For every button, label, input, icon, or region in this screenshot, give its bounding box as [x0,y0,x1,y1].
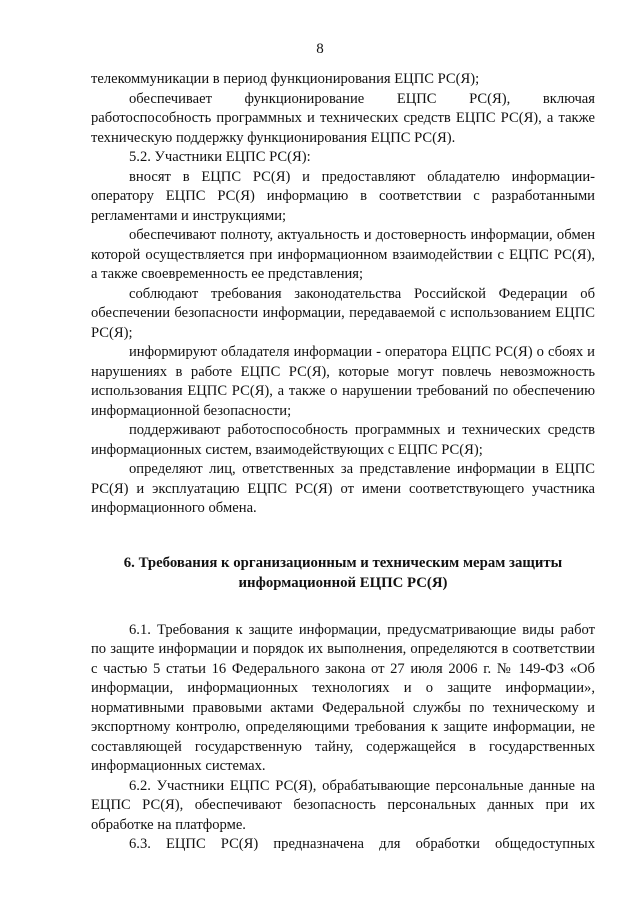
paragraph: определяют лиц, ответственных за представление информации в ЕЦПС РС(Я) и эксплуатацию ЕЦПС РС(Я) от имени соответствующего участника информационного обмена. [91,461,595,516]
paragraph: телекоммуникации в период функционирования ЕЦПС РС(Я); [91,71,480,87]
section-heading [91,553,595,593]
paragraph: 5.2. Участники ЕЦПС РС(Я): [129,149,311,165]
paragraphs-bottom [91,621,595,855]
paragraph: 6.1. Требования к защите информации, предусматривающие виды работ по защите информации и порядок их выполнения, определяются в соответствии с частью 5 статьи 16 Федерального закона от 27 июля 2006 г. № 149-ФЗ «Об информации, информационных технологиях и о защите информации», нормативными правовыми актами Федеральной службы по техническому и экспортному контролю, определяющими требования к защите информации, не составляющей государственную тайну, содержащейся в государственных информационных системах. [91,621,595,774]
paragraph: 6.3. ЕЦПС РС(Я) предназначена для обработки общедоступных [129,836,595,852]
paragraph: поддерживают работоспособность программных и технических средств информационных систем, взаимодействующих с ЕЦПС РС(Я); [91,422,595,458]
section-heading-line-1: 6. Требования к организационным и техническим мерам защиты [123,554,563,571]
paragraphs-top [91,70,595,519]
paragraph: обеспечивают полноту, актуальность и достоверность информации, обмен которой осуществляется при информационном взаимодействии с ЕЦПС РС(Я), а также своевременность ее представления; [91,227,595,282]
paragraph: соблюдают требования законодательства Российской Федерации об обеспечении безопасности информации, передаваемой с использованием ЕЦПС РС(Я); [91,285,595,341]
page-number: 8 [316,41,324,57]
paragraph: обеспечивает функционирование ЕЦПС РС(Я), включая работоспособность программных и технических средств ЕЦПС РС(Я), а также техническую поддержку функционирования ЕЦПС РС(Я). [91,90,595,146]
paragraph: информируют обладателя информации - оператора ЕЦПС РС(Я) о сбоях и нарушениях в работе ЕЦПС РС(Я), которые могут повлечь невозможность использования ЕЦПС РС(Я), а также о нарушении требований по обеспечению информационной безопасности; [91,344,595,419]
paragraph: 6.2. Участники ЕЦПС РС(Я), обрабатывающие персональные данные на ЕЦПС РС(Я), обеспечивают безопасность персональных данных при их обработке на платформе. [91,777,595,833]
section-heading-line-2: информационной ЕЦПС РС(Я) [238,574,448,591]
paragraph: вносят в ЕЦПС РС(Я) и предоставляют обладателю информации-оператору ЕЦПС РС(Я) информацию в соответствии с разработанными регламентами и инструкциями; [91,168,595,224]
document-body [91,70,595,855]
